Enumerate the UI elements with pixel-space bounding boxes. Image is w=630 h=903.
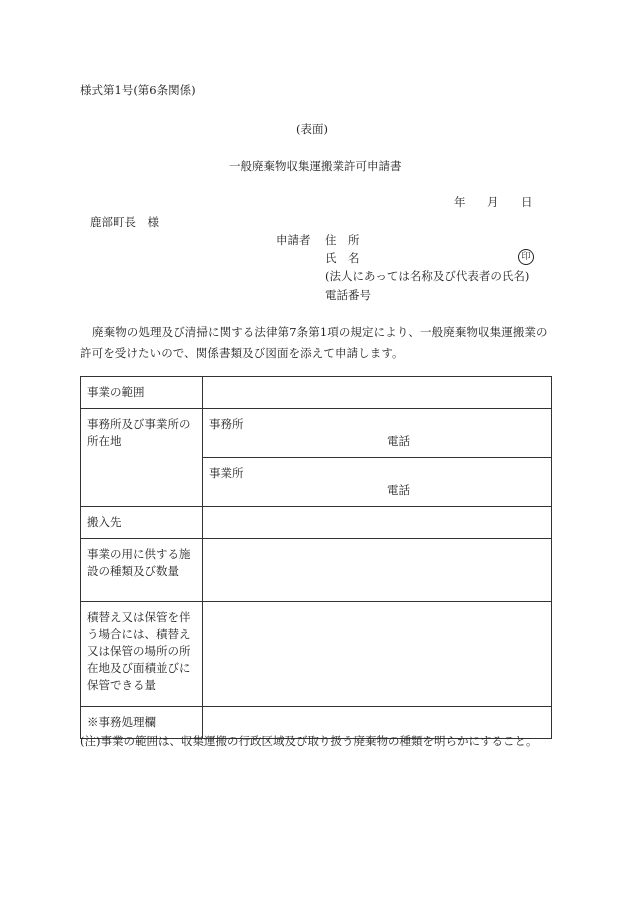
- destination-field[interactable]: [203, 507, 552, 539]
- site-label: 事業所: [209, 466, 244, 480]
- document-title: 一般廃棄物収集運搬業許可申請書: [229, 159, 402, 173]
- date-day-label: 日: [521, 195, 533, 209]
- address-label: 住 所: [325, 233, 360, 247]
- office-cell[interactable]: [203, 409, 552, 458]
- storage-field[interactable]: [203, 602, 552, 707]
- destination-label: 搬入先: [81, 507, 203, 539]
- site-cell[interactable]: [203, 458, 552, 507]
- facilities-label: 事業の用に供する施設の種類及び数量: [81, 539, 203, 602]
- application-form-table: [80, 376, 552, 739]
- addressee: 鹿部町長 様: [90, 215, 159, 229]
- scope-label: 事業の範囲: [81, 377, 203, 409]
- site-phone-label: 電話: [387, 483, 410, 497]
- office-use-label: ※事務処理欄: [81, 707, 203, 739]
- facilities-field[interactable]: [203, 539, 552, 602]
- applicant-label: 申請者: [276, 233, 311, 247]
- table-row: [81, 602, 552, 707]
- name-label: 氏 名: [325, 251, 360, 265]
- table-row: [81, 507, 552, 539]
- office-label: 事務所: [209, 417, 244, 431]
- location-label: 事務所及び事業所の所在地: [81, 409, 203, 507]
- application-statement: 廃棄物の処理及び清掃に関する法律第7条第1項の規定により、一般廃棄物収集運搬業の許可を受けたいので、関係書類及び図面を添えて申請します。: [80, 325, 548, 360]
- phone-number-label: 電話番号: [325, 288, 371, 302]
- side-label: (表面): [296, 122, 328, 136]
- seal-mark: 印: [518, 249, 534, 265]
- office-phone-label: 電話: [387, 434, 410, 448]
- table-row: [81, 539, 552, 602]
- scope-field[interactable]: [203, 377, 552, 409]
- storage-label: 積替え又は保管を伴う場合には、積替え又は保管の場所の所在地及び面積並びに保管できる量: [81, 602, 203, 707]
- form-reference: 様式第1号(第6条関係): [80, 83, 196, 97]
- table-row: [81, 409, 552, 458]
- footnote: (注)事業の範囲は、収集運搬の行政区域及び取り扱う廃棄物の種類を明らかにすること。: [80, 734, 538, 748]
- date-year-label: 年: [454, 195, 466, 209]
- table-row: [81, 377, 552, 409]
- date-month-label: 月: [487, 195, 499, 209]
- corporation-note: (法人にあっては名称及び代表者の氏名): [325, 269, 530, 283]
